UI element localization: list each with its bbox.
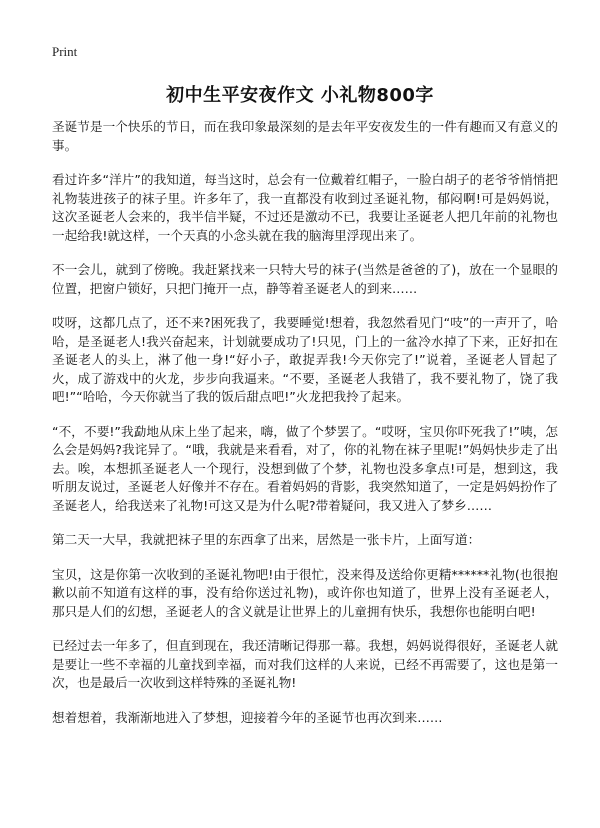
paragraph: 宝贝，这是你第一次收到的圣诞礼物吧!由于很忙，没来得及送给你更精******礼物(也很抱歉以前不知道有这样的事，没有给你送过礼物)，或许你也知道了，世界上没有圣诞老人，那只是人们的幻想，圣诞老人的含义就是让世界上的儿童拥有快乐，我想你也能明白吧! [52, 566, 558, 619]
paragraph: 不一会儿，就到了傍晚。我赶紧找来一只特大号的袜子(当然是爸爸的了)，放在一个显眼的位置，把窗户锁好，只把门掩开一点，静等着圣诞老人的到来…… [52, 262, 558, 296]
paragraph: 圣诞节是一个快乐的节日，而在我印象最深刻的是去年平安夜发生的一件有趣而又有意义的事。 [52, 119, 558, 153]
print-link[interactable]: Print [52, 44, 78, 59]
paragraph: 想着想着，我渐渐地进入了梦想，迎接着今年的圣诞节也再次到来…… [52, 709, 443, 725]
paragraph: 哎呀，这都几点了，还不来?困死我了，我要睡觉!想着，我忽然看见门“吱”的一声开了，哈哈，是圣诞老人!我兴奋起来，计划就要成功了!只见，门上的一盆冷水掉了下来，正好扣在圣诞老人的头上，淋了他一身!“好小子，敢捉弄我!今天你完了!”说着，圣诞老人冒起了火，成了游戏中的火龙，步步向我逼来。“不要，圣诞老人我错了，我不要礼物了，饶了我吧!”“哈哈，今天你就当了我的饭后甜点吧!”火龙把我拎了起来。 [52, 315, 558, 404]
paragraph: 第二天一大早，我就把袜子里的东西拿了出来，居然是一张卡片，上面写道： [52, 532, 481, 547]
paragraph: 已经过去一年多了，但直到现在，我还清晰记得那一幕。我想，妈妈说得很好，圣诞老人就是要让一些不幸福的儿童找到幸福，而对我们这样的人来说，已经不再需要了，这也是第一次，也是最后一次收到这样特殊的圣诞礼物! [52, 638, 558, 690]
paragraph: 看过许多“洋片”的我知道，每当这时，总会有一位戴着红帽子，一脸白胡子的老爷爷悄悄把礼物装进孩子的袜子里。许多年了，我一直都没有收到过圣诞礼物，郁闷啊!可是妈妈说，这次圣诞老人会来的，我半信半疑，不过还是激动不已，我要让圣诞老人把几年前的礼物也一起给我!就这样，一个天真的小念头就在我的脑海里浮现出来了。 [52, 172, 558, 243]
article-title: 初中生平安夜作文 小礼物800字 [166, 85, 434, 106]
paragraph: “不，不要!”我勐地从床上坐了起来，嗨，做了个梦罢了。“哎呀，宝贝你吓死我了!”咦，怎么会是妈妈?我诧异了。“哦，我就是来看看，对了，你的礼物在袜子里呢!”妈妈快步走了出去。唉，本想抓圣诞老人一个现行，没想到做了个梦，礼物也没多拿点!可是，想到这，我听朋友说过，圣诞老人好像并不存在。看着妈妈的背影，我突然知道了，一定是妈妈扮作了圣诞老人，给我送来了礼物!可这又是为什么呢?带着疑问，我又进入了梦乡…… [52, 423, 558, 513]
article-body [52, 118, 558, 743]
